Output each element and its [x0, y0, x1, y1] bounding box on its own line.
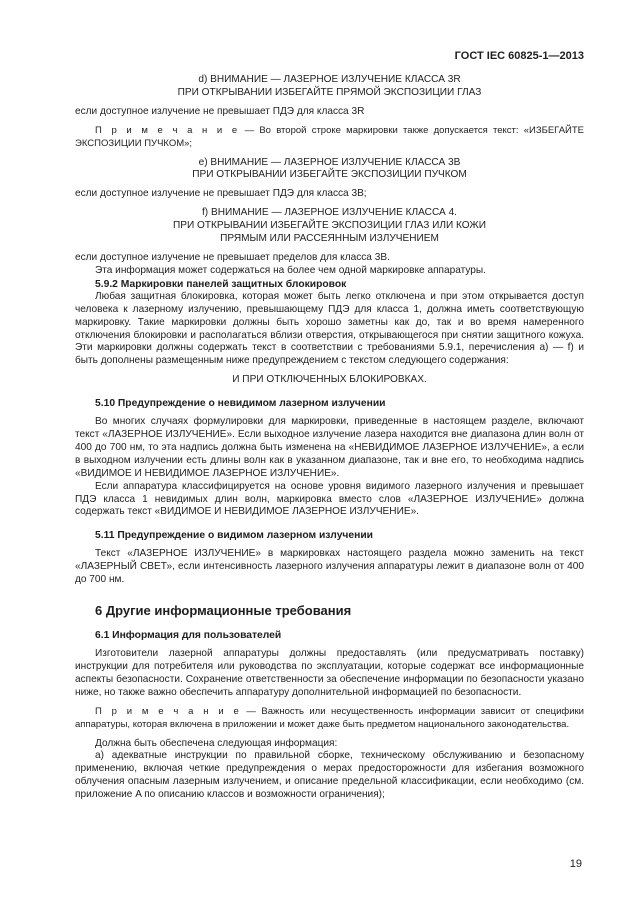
note-1 — [75, 125, 584, 151]
condition-e: если доступное излучение не превышает ПДЭ для класса 3B; — [75, 188, 367, 200]
paragraph-5-10-1: Во многих случаях формулировки для маркировки, приведенные в настоящем разделе, включают текст «ЛАЗЕРНОЕ ИЗЛУЧЕНИЕ». Если выходное излучение лазера находится вне диапазона длин волн от 400 до 700 нм, то эта надпись должна быть изменена на «НЕВИДИМОЕ ЛАЗЕРНОЕ ИЗЛУЧЕНИЕ», а если в выходном излучении есть длины волн как в указанном диапазоне, так и вне его, то необходима надпись «ВИДИМОЕ И НЕВИДИМОЕ ЛАЗЕРНОЕ ИЗЛУЧЕНИЕ». — [75, 416, 584, 479]
condition-f: если доступное излучение не превышает пределов для класса 3B. — [75, 251, 390, 263]
note-1-prefix: П р и м е ч а н и е — [95, 124, 240, 136]
paragraph-5-11: Текст «ЛАЗЕРНОЕ ИЗЛУЧЕНИЕ» в маркировках настоящего раздела можно заменить на текст «ЛАЗЕРНЫЙ СВЕТ», если интенсивность лазерного излучения аппаратуры лежит в диапазоне волн от 400 до 700 нм. — [75, 548, 584, 586]
page-number: 19 — [569, 858, 582, 870]
warning-label-f: f) ВНИМАНИЕ — ЛАЗЕРНОЕ ИЗЛУЧЕНИЕ КЛАССА 4. ПРИ ОТКРЫВАНИИ ИЗБЕГАЙТЕ ЭКСПОЗИЦИИ ГЛАЗ ИЛИ КОЖИ ПРЯМЫМ ИЛИ РАССЕЯННЫМ ИЗЛУЧЕНИЕМ — [172, 207, 487, 245]
paragraph-5-10-2: Если аппаратура классифицируется на основе уровня видимого лазерного излучения и превышает ПДЭ класса 1 невидимых длин волн, маркировка вместо слов «ЛАЗЕРНОЕ ИЗЛУЧЕНИЕ» должна содержать текст «ВИДИМОЕ И НЕВИДИМОЕ ЛАЗЕРНОЕ ИЗЛУЧЕНИЕ». — [75, 480, 584, 518]
section-heading-6-1: 6.1 Информация для пользователей — [95, 630, 282, 642]
warning-label-d: d) ВНИМАНИЕ — ЛАЗЕРНОЕ ИЗЛУЧЕНИЕ КЛАССА 3R ПРИ ОТКРЫВАНИИ ИЗБЕГАЙТЕ ПРЯМОЙ ЭКСПОЗИЦИИ ГЛАЗ — [177, 74, 482, 98]
note-2-prefix: П р и м е ч а н и е — [95, 705, 241, 717]
warning-label-e: e) ВНИМАНИЕ — ЛАЗЕРНОЕ ИЗЛУЧЕНИЕ КЛАССА 3B ПРИ ОТКРЫВАНИИ ИЗБЕГАЙТЕ ЭКСПОЗИЦИИ ПУЧКОМ — [192, 156, 467, 181]
note-1-text: — Во второй строке маркировки также допускается текст: «ИЗБЕГАЙТЕ ЭКСПОЗИЦИИ ПУЧКОМ»; — [75, 124, 584, 149]
condition-d: если доступное излучение не превышает ПДЭ для класса 3R — [75, 105, 365, 117]
note-2 — [75, 706, 584, 732]
paragraph-6-1-3: a) адекватные инструкции по правильной сборке, техническому обслуживанию и безопасному применению, включая четкие предупреждения о мерах предосторожности для избегания возможного облучения опасным лазерным излучением, и описание предельной классификации, если необходимо (см. приложение A по описанию классов и возможности ограничения); — [75, 750, 584, 801]
section-heading-5-11: 5.11 Предупреждение о видимом лазерном излучении — [95, 530, 374, 542]
note-2-text: — Важность или несущественность информации зависит от специфики аппаратуры, которая включена в приложении и может даже быть предметом национального законодательства. — [75, 705, 584, 730]
warning-label-interlock: И ПРИ ОТКЛЮЧЕННЫХ БЛОКИРОВКАХ. — [232, 374, 427, 386]
paragraph-6-1-1: Изготовители лазерной аппаратуры должны предоставлять (или предусматривать поставку) инструкции для потребителя или руководства по эксплуатации, которые содержат все информационные аспекты безопасности. Сохранение ответственности за обеспечение информации по безопасности указано ниже, но также важно обеспечить аппаратуру дополнительной информацией по безопасности. — [75, 648, 584, 698]
paragraph-6-1-2: Должна быть обеспечена следующая информация: — [95, 737, 338, 749]
section-heading-5-10: 5.10 Предупреждение о невидимом лазерном излучении — [95, 398, 386, 410]
standard-code: ГОСТ IEC 60825-1—2013 — [454, 50, 584, 62]
section-heading-5-9-2: 5.9.2 Маркировки панелей защитных блокировок — [95, 278, 347, 290]
chapter-heading-6: 6 Другие информационные требования — [95, 603, 352, 619]
paragraph-5-9-2: Любая защитная блокировка, которая может быть легко отключена и при этом открывается доступ человека к лазерному излучению, превышающему ПДЭ для класса 1, должна иметь соответствующую маркировку. Такие маркировки должны быть хорошо заметны как до, так и во время намеренного отключения блокировки и располагаться вблизи отверстия, открывающегося при снятии защитного кожуха. Эти маркировки должны содержать текст в соответствии с требованиями 5.9.1, перечисления a) — f) и быть дополнены размещенным ниже предупреждением с текстом следующего содержания: — [75, 290, 584, 367]
paragraph-extra-info: Эта информация может содержаться на более чем одной маркировке аппаратуры. — [95, 264, 486, 276]
